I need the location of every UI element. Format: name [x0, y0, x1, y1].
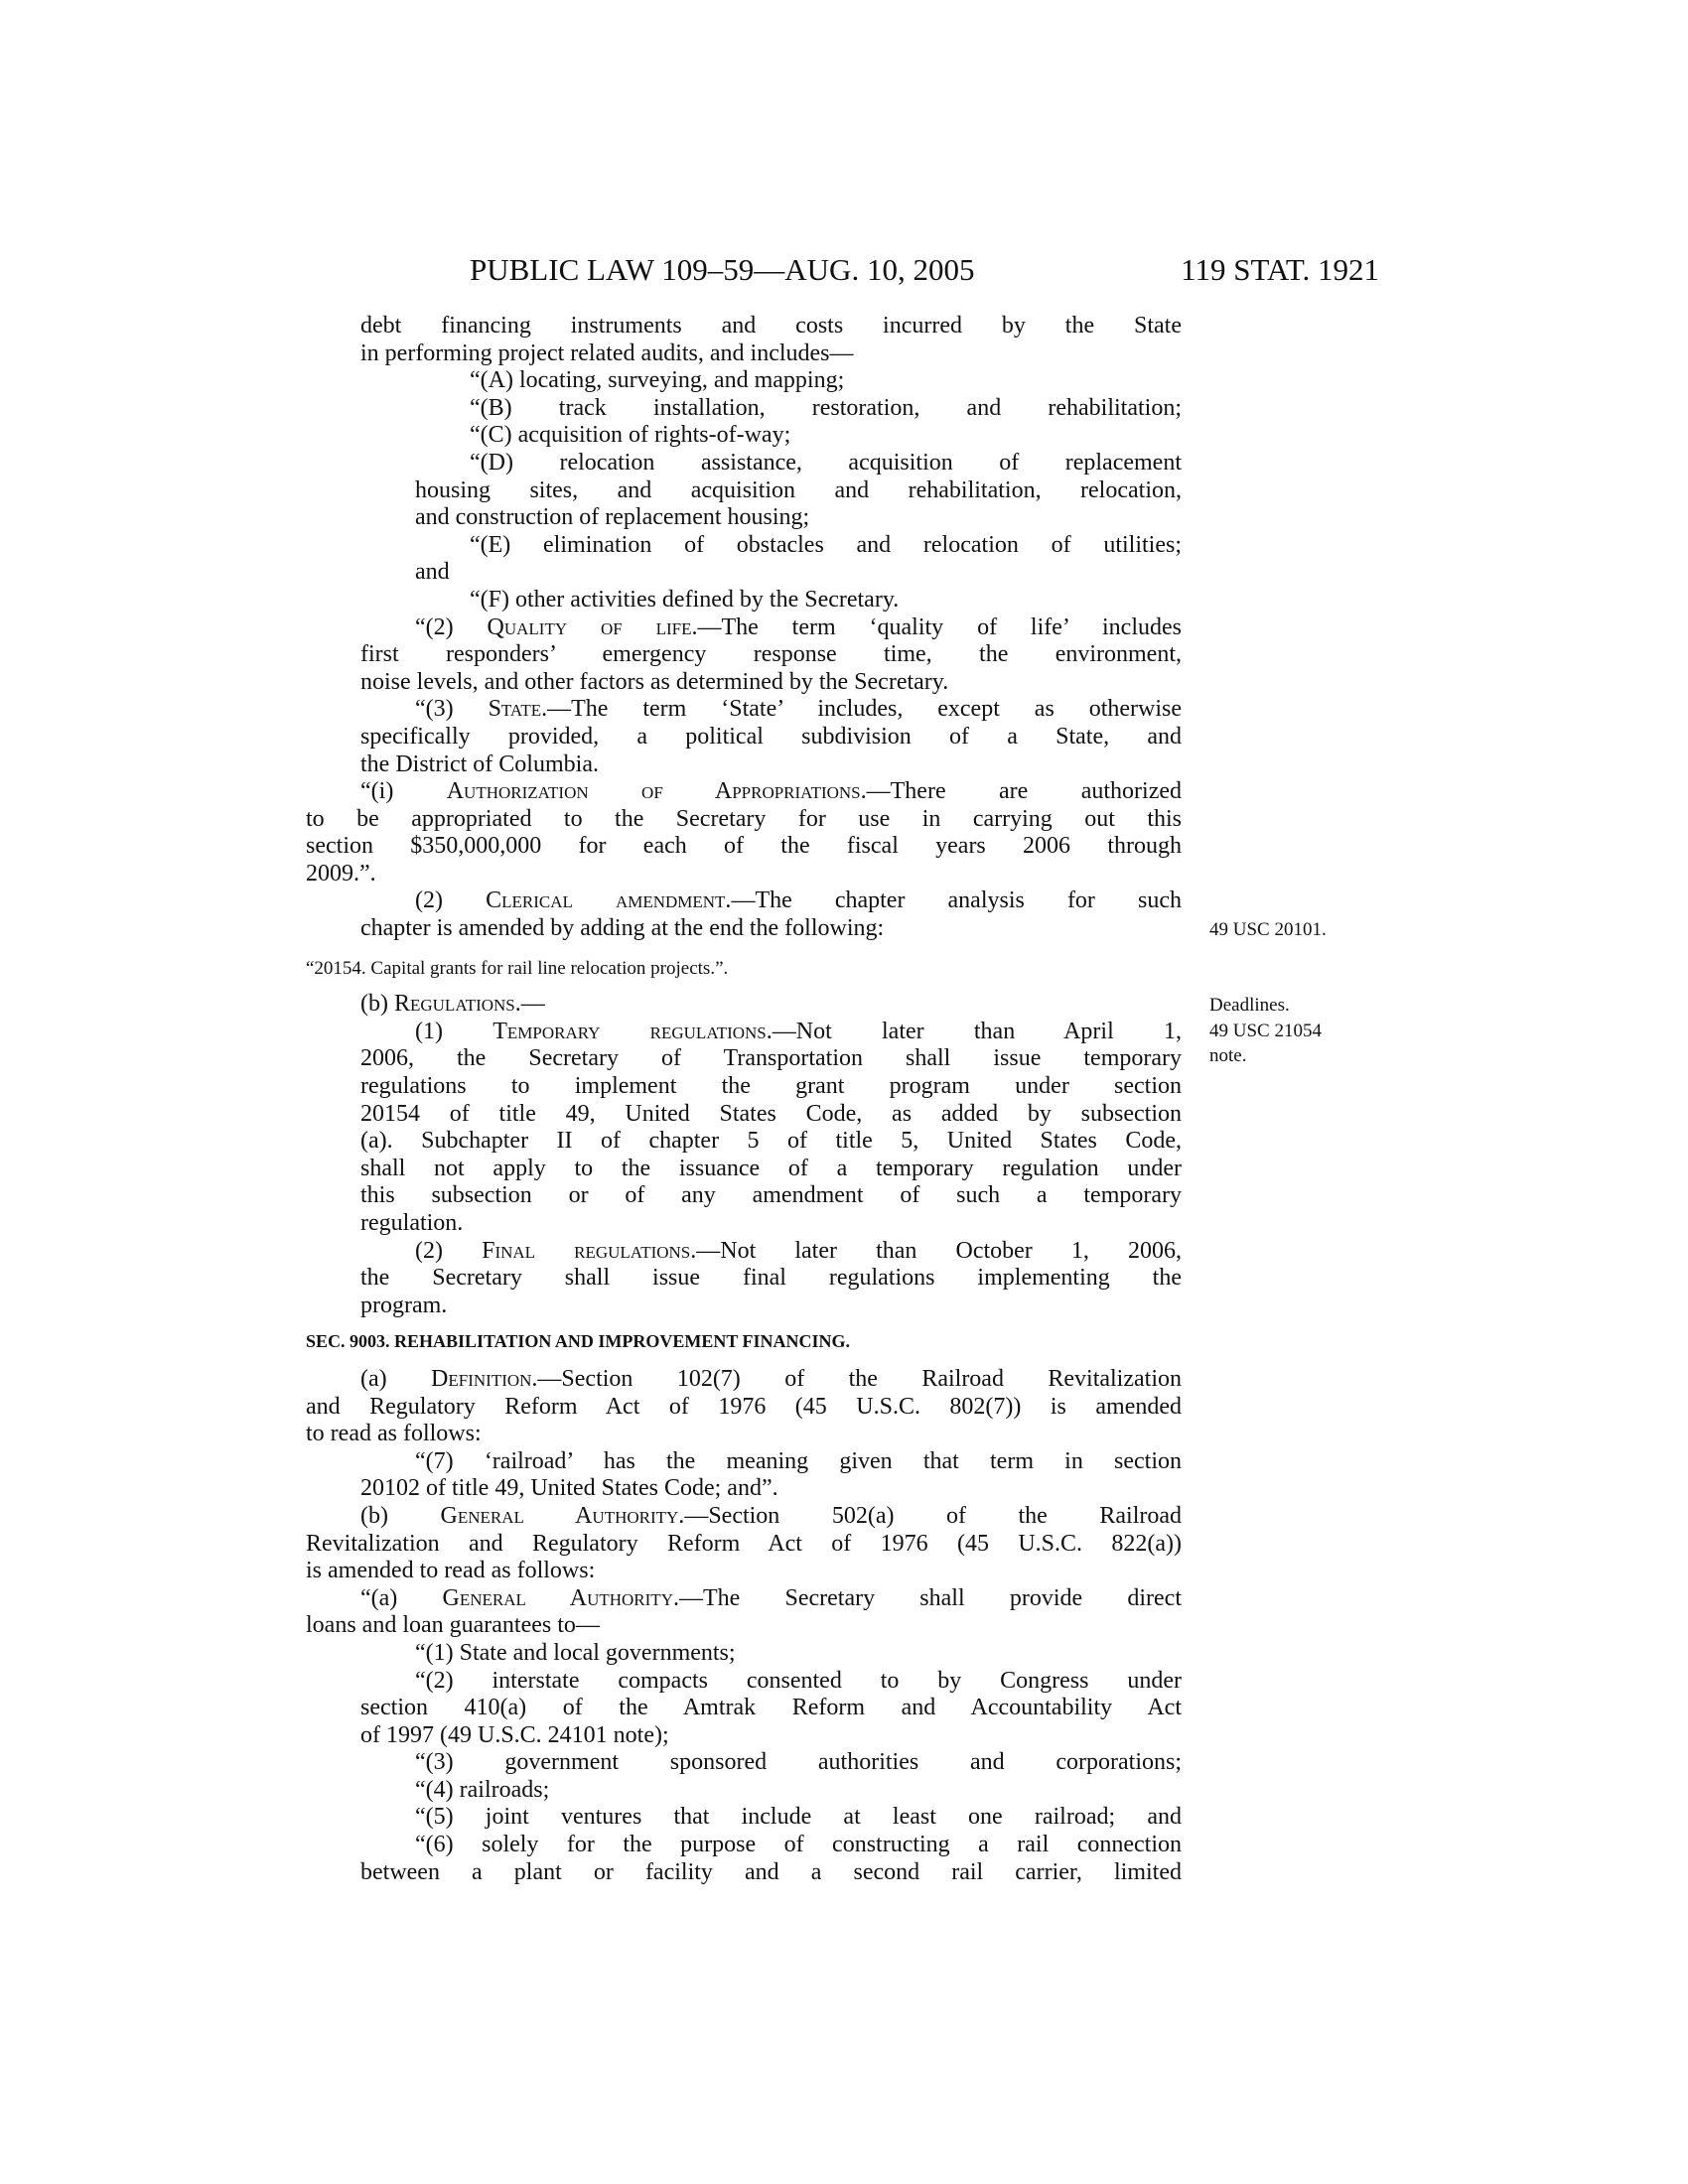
text-line: specifically provided, a political subdivision of a State, and — [360, 723, 1182, 750]
paragraph — [0, 887, 1327, 942]
text-line: “20154. Capital grants for rail line relocation projects.”. — [306, 957, 729, 979]
text-line: “(C) acquisition of rights-of-way; — [470, 422, 791, 449]
text-line: shall not apply to the issuance of a temporary regulation under — [360, 1155, 1182, 1181]
paragraph — [0, 1668, 1182, 1750]
text-line: “(7) ‘railroad’ has the meaning given that term in section — [415, 1447, 1182, 1474]
margin-note-line: Deadlines. — [1209, 995, 1290, 1017]
paragraph — [0, 1448, 1182, 1503]
line-prefix: “(i) — [360, 778, 447, 805]
paragraph — [0, 587, 1182, 614]
text-line: “(F) other activities defined by the Secretary. — [470, 586, 900, 613]
line-text: — — [520, 991, 545, 1018]
paragraph-caption: Definition. — [431, 1365, 538, 1392]
text-line: and — [415, 559, 450, 586]
paragraph — [0, 614, 1182, 697]
text-line: “(E) elimination of obstacles and relocation of utilities; — [470, 531, 1182, 558]
paragraph-caption: Quality of life. — [487, 614, 698, 640]
text-line: to be appropriated to the Secretary for use in carrying out this — [306, 805, 1182, 832]
text-line: Revitalization and Regulatory Reform Act of 1976 (45 U.S.C. 822(a)) — [306, 1530, 1182, 1557]
line-prefix: (b) — [360, 1502, 441, 1529]
line-text: —Not later than April 1, — [772, 1018, 1182, 1044]
text-line: 20154 of title 49, United States Code, as added by subsection — [360, 1100, 1182, 1127]
text-line — [0, 778, 1182, 806]
line-text: —There are authorized — [866, 778, 1182, 805]
text-line: “(5) joint ventures that include at least one railroad; and — [415, 1804, 1182, 1831]
line-text: —The Secretary shall provide direct — [678, 1584, 1182, 1611]
text-line: and Regulatory Reform Act of 1976 (45 U.S.C. 802(7)) is amended — [306, 1393, 1182, 1420]
line-text: —The term ‘State’ includes, except as otherwise — [547, 696, 1182, 723]
margin-note-line: 49 USC 20101. — [1209, 919, 1327, 941]
text-line: regulation. — [360, 1210, 464, 1236]
line-prefix: (2) — [415, 1237, 483, 1264]
text-line: SEC. 9003. REHABILITATION AND IMPROVEMENT FINANCING. — [306, 1331, 851, 1352]
line-prefix: “(a) — [360, 1584, 443, 1611]
paragraph — [0, 1749, 1182, 1777]
text-line — [0, 614, 1182, 642]
text-line: loans and loan guarantees to— — [306, 1612, 600, 1639]
paragraph — [0, 1503, 1182, 1585]
paragraph — [0, 422, 1182, 450]
text-line: program. — [360, 1292, 448, 1318]
text-line: “(B) track installation, restoration, and rehabilitation; — [470, 394, 1182, 421]
line-prefix: (2) — [415, 887, 487, 914]
text-line — [0, 1585, 1182, 1613]
line-text: —The term ‘quality of life’ includes — [697, 614, 1182, 640]
text-line: between a plant or facility and a second rail carrier, limited — [360, 1858, 1182, 1885]
margin-note — [1209, 917, 1327, 943]
text-line: debt financing instruments and costs incurred by the State — [360, 313, 1182, 339]
text-line: is amended to read as follows: — [306, 1558, 596, 1584]
text-line: housing sites, and acquisition and rehabilitation, relocation, — [415, 477, 1182, 503]
line-prefix: (1) — [415, 1018, 493, 1044]
text-line: and construction of replacement housing; — [415, 504, 810, 531]
text-line: section 410(a) of the Amtrak Reform and Accountability Act — [360, 1695, 1182, 1721]
text-line: “(2) interstate compacts consented to by Congress under — [415, 1667, 1182, 1694]
line-text: —Not later than October 1, 2006, — [696, 1237, 1182, 1264]
text-line: the Secretary shall issue final regulations implementing the — [360, 1265, 1182, 1292]
paragraph — [0, 1366, 1182, 1448]
text-line: “(4) railroads; — [415, 1776, 550, 1803]
text-line — [0, 1503, 1182, 1531]
line-text: —Section 102(7) of the Railroad Revitalization — [537, 1365, 1182, 1392]
text-line: 20102 of title 49, United States Code; and”. — [360, 1475, 778, 1502]
text-line — [0, 991, 1182, 1019]
page-number: 119 STAT. 1921 — [1181, 252, 1379, 287]
text-line: “(6) solely for the purpose of constructing a rail connection — [415, 1832, 1182, 1858]
paragraph — [0, 367, 1182, 395]
text-line: chapter is amended by adding at the end the following: — [360, 915, 885, 942]
paragraph — [0, 395, 1182, 423]
section-heading — [0, 1328, 1182, 1356]
line-text: —Section 502(a) of the Railroad — [684, 1502, 1182, 1529]
text-line: (a). Subchapter II of chapter 5 of title 5, United States Code, — [360, 1128, 1182, 1155]
paragraph — [0, 1832, 1182, 1886]
text-line: section $350,000,000 for each of the fiscal years 2006 through — [306, 833, 1182, 860]
line-text: —The chapter analysis for such — [731, 887, 1182, 914]
paragraph-caption: General Authority. — [442, 1584, 679, 1611]
paragraph — [0, 696, 1182, 778]
text-line — [0, 696, 1182, 724]
text-line — [0, 887, 1182, 915]
text-line: in performing project related audits, and includes— — [360, 340, 854, 366]
line-prefix: “(2) — [415, 614, 488, 640]
text-line — [0, 1238, 1182, 1266]
paragraph — [0, 450, 1182, 532]
margin-note-line: 49 USC 21054 — [1209, 1020, 1322, 1041]
text-line: the District of Columbia. — [360, 751, 599, 777]
text-line: 2009.”. — [306, 860, 376, 887]
text-line: regulations to implement the grant program under section — [360, 1073, 1182, 1100]
running-header-title: PUBLIC LAW 109–59—AUG. 10, 2005 — [470, 252, 975, 287]
paragraph — [0, 1777, 1182, 1805]
paragraph — [0, 1585, 1182, 1640]
chapter-analysis-entry — [0, 955, 1182, 983]
text-line: 2006, the Secretary of Transportation shall issue temporary — [360, 1045, 1182, 1072]
paragraph-caption: Regulations. — [393, 991, 521, 1018]
paragraph-caption: General Authority. — [440, 1502, 685, 1529]
text-line: “(1) State and local governments; — [415, 1639, 736, 1666]
paragraph-caption: Final regulations. — [482, 1237, 697, 1264]
paragraph — [0, 532, 1182, 587]
text-line: to read as follows: — [306, 1421, 482, 1447]
text-line: “(D) relocation assistance, acquisition of replacement — [470, 449, 1182, 476]
margin-note-line: note. — [1209, 1045, 1247, 1067]
paragraph-caption: State. — [488, 696, 548, 723]
text-line: noise levels, and other factors as determined by the Secretary. — [360, 668, 949, 695]
paragraph — [0, 778, 1182, 887]
text-line — [0, 1019, 1182, 1046]
text-line: first responders’ emergency response time, the environment, — [360, 641, 1182, 668]
margin-note — [1209, 993, 1322, 1069]
line-prefix: (a) — [360, 1365, 432, 1392]
paragraph-caption: Temporary regulations. — [492, 1018, 773, 1044]
line-prefix: “(3) — [415, 696, 489, 723]
text-line: “(A) locating, surveying, and mapping; — [470, 367, 845, 394]
paragraph — [0, 313, 1182, 367]
paragraph — [0, 1238, 1182, 1320]
text-line: “(3) government sponsored authorities and corporations; — [415, 1749, 1182, 1776]
text-line: this subsection or of any amendment of such a temporary — [360, 1182, 1182, 1209]
paragraph-caption: Authorization of Appropriations. — [446, 778, 867, 805]
text-line — [0, 1366, 1182, 1394]
paragraph — [0, 1019, 1182, 1238]
paragraph-caption: Clerical amendment. — [486, 887, 732, 914]
document-body — [0, 313, 1327, 1886]
text-line: of 1997 (49 U.S.C. 24101 note); — [360, 1721, 669, 1748]
paragraph — [0, 1804, 1182, 1832]
line-prefix: (b) — [360, 991, 394, 1018]
paragraph — [0, 1640, 1182, 1668]
